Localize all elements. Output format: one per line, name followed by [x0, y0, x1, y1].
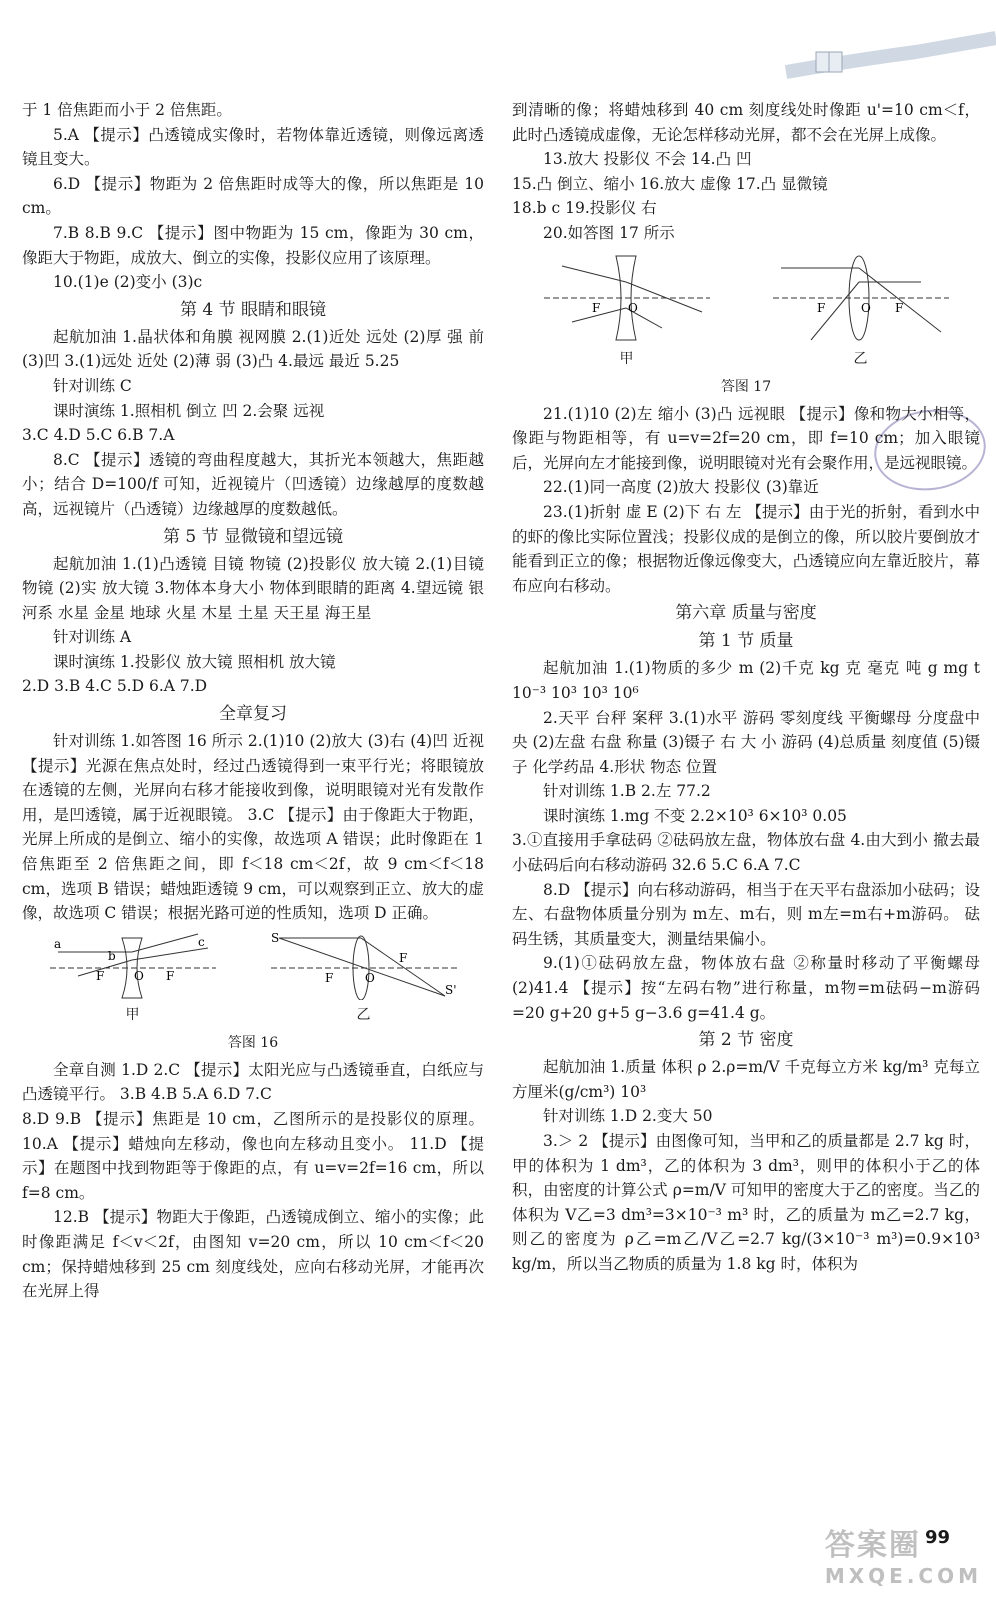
figure-label: 乙	[853, 350, 868, 367]
section-heading: 第 2 节 密度	[698, 1030, 794, 1051]
text: 22.(1)同一高度 (2)放大 投影仪 (3)靠近	[543, 478, 819, 497]
svg-text:O: O	[133, 968, 144, 983]
section-heading: 第 1 节 质量	[698, 631, 794, 652]
lens-diagram-convex	[269, 932, 459, 1000]
text: 12.B 【提示】物距大于像距，凸透镜成倒立、缩小的实像；此时像距满足 f＜v＜2f，由图知 v=20 cm，所以 10 cm＜f＜20 cm；保持蜡烛移到 25 cm 刻度线处，应向右移动光屏，才能再次在光屏上得	[22, 1208, 484, 1301]
chapter-heading: 第六章 质量与密度	[675, 603, 817, 624]
text: 针对训练 1.B 2.左 77.2	[543, 782, 711, 801]
section-heading: 第 4 节 眼睛和眼镜	[179, 299, 327, 320]
text: 3.C 4.D 5.C 6.B 7.A	[22, 426, 175, 445]
section-heading: 第 5 节 显微镜和望远镜	[162, 526, 344, 547]
svg-text:S': S'	[444, 982, 457, 997]
text: 2.D 3.B 4.C 5.D 6.A 7.D	[22, 677, 208, 696]
svg-text:O: O	[364, 970, 375, 985]
text: 6.D 【提示】物距为 2 倍焦距时成等大的像，所以焦距是 10 cm。	[22, 174, 484, 218]
text: 5.A 【提示】凸透镜成实像时，若物体靠近透镜，则像远离透镜且变大。	[22, 125, 484, 169]
text: 10.(1)e (2)变小 (3)c	[53, 273, 203, 292]
figure-caption: 答图 16	[227, 1034, 279, 1051]
svg-text:F: F	[95, 968, 104, 983]
figure-label: 乙	[356, 1006, 371, 1023]
svg-text:F: F	[398, 950, 407, 965]
text: 针对训练 1.D 2.变大 50	[543, 1107, 713, 1126]
figure-label: 甲	[125, 1006, 140, 1023]
text: 课时演练 1.照相机 倒立 凹 2.会聚 远视	[53, 401, 325, 420]
text: 9.(1)①砝码放左盘，物体放右盘 ②称量时移动了平衡螺母 (2)41.4 【提示】按“左码右物”进行称量，m物=m砝码−m游码=20 g+20 g+5 g−3.6 g=41.4 g。	[512, 954, 980, 1022]
text: 18.b c 19.投影仪 右	[512, 199, 657, 218]
lens-diagram-convex	[771, 252, 951, 344]
figure-label: 甲	[619, 350, 634, 367]
text: 针对训练 1.如答图 16 所示 2.(1)10 (2)放大 (3)右 (4)凹 近视 【提示】光源在焦点处时，经过凸透镜得到一束平行光；将眼镜放在透镜的左侧，光屏向右移才能接收到像，说明眼镜对光有发散作用，是凹透镜，属于近视眼镜。 3.C 【提示】由于像距大于物距，光屏上所成的是倒立、缩小的实像，故选项 A 错误；此时像距在 1 倍焦距至 2 倍焦距之间，即 f＜18 cm＜2f，故 9 cm＜f＜18 cm，选项 B 错误；蜡烛距透镜 9 cm，可以观察到正立、放大的虚像，故选项 C 错误；根据光路可逆的性质知，选项 D 正确。	[22, 732, 484, 923]
figure-16	[22, 932, 484, 1030]
text: 课时演练 1.投影仪 放大镜 照相机 放大镜	[53, 652, 336, 671]
svg-text:c: c	[197, 934, 205, 949]
text: 21.(1)10 (2)左 缩小 (3)凸 远视眼 【提示】像和物大小相等，像距与物距相等，有 u=v=2f=20 cm，即 f=10 cm；加入眼镜后，光屏向左才能接到像，说明眼镜对光有会聚作用，是远视眼镜。	[512, 404, 980, 472]
text: 起航加油 1.(1)物质的多少 m (2)千克 kg 克 毫克 吨 g mg t 10⁻³ 10³ 10³ 10⁶	[512, 659, 980, 702]
text: 15.凸 倒立、缩小 16.放大 虚像 17.凸 显微镜	[512, 174, 828, 193]
page-number: 99	[924, 1527, 950, 1548]
text: 于 1 倍焦距而小于 2 倍焦距。	[22, 101, 232, 119]
text: 13.放大 投影仪 不会 14.凸 凹	[543, 150, 752, 169]
svg-text:F: F	[591, 300, 600, 315]
svg-text:S: S	[270, 931, 279, 945]
svg-text:F: F	[816, 300, 825, 315]
right-column	[512, 98, 980, 1277]
text: 到清晰的像；将蜡烛移到 40 cm 刻度线处时像距 u'=10 cm＜f，此时凸透镜成虚像，无论怎样移动光屏，都不会在光屏上成像。	[512, 101, 980, 144]
text: 3.＞ 2 【提示】由图像可知，当甲和乙的质量都是 2.7 kg 时，甲的体积为 1 dm³，乙的体积为 3 dm³，则甲的体积小于乙的体积，由密度的计算公式 ρ=m/V 可知甲的密度大于乙的密度。当乙的体积为 V乙=3 dm³=3×10⁻³ m³ 时，乙的质量为 m乙=2.7 kg，则乙的密度为 ρ乙=m乙/V乙=2.7 kg/(3×10⁻³ m³)=0.9×10³ kg/m，所以当乙物质的质量为 1.8 kg 时，体积为	[512, 1132, 980, 1273]
lens-diagram-concave	[542, 252, 712, 344]
text: 针对训练 C	[53, 376, 132, 395]
svg-text:a: a	[53, 936, 61, 951]
watermark-url: MXQE.COM	[824, 1564, 982, 1588]
text: 2.天平 台秤 案秤 3.(1)水平 游码 零刻度线 平衡螺母 分度盘中央 (2)左盘 右盘 称量 (3)镊子 右 大 小 游码 (4)总质量 刻度值 (5)镊子 化学药品 4.形状 物态 位置	[512, 708, 980, 776]
svg-text:O: O	[627, 300, 638, 315]
text: 7.B 8.B 9.C 【提示】图中物距为 15 cm，像距为 30 cm，像距大于物距，成放大、倒立的实像，投影仪应用了该原理。	[22, 223, 484, 267]
watermark	[825, 1520, 982, 1588]
text: 8.C 【提示】透镜的弯曲程度越大，其折光本领越大，焦距越小；结合 D=100/f 可知，近视镜片（凹透镜）边缘越厚的度数越高，远视镜片（凸透镜）边缘越厚的度数越低。	[22, 450, 484, 518]
text: 起航加油 1.晶状体和角膜 视网膜 2.(1)近处 远处 (2)厚 强 前 (3)凹 3.(1)远处 近处 (2)薄 弱 (3)凸 4.最远 最近 5.25	[22, 327, 484, 371]
text: 针对训练 A	[53, 628, 132, 647]
text: 8.D 9.B 【提示】焦距是 10 cm，乙图所示的是投影仪的原理。 10.A 【提示】蜡烛向左移动，像也向左移动且变小。 11.D 【提示】在题图中找到物距等于像距的点，有 u=v=2f=16 cm，所以 f=8 cm。	[22, 1110, 484, 1202]
text: 起航加油 1.质量 体积 ρ 2.ρ=m/V 千克每立方米 kg/m³ 克每立方厘米(g/cm³) 10³	[512, 1058, 980, 1101]
figure-17	[512, 252, 980, 374]
svg-text:F: F	[894, 300, 903, 315]
section-heading: 全章复习	[219, 704, 287, 725]
svg-text:F: F	[324, 970, 333, 985]
figure-caption: 答图 17	[720, 378, 772, 395]
watermark-text: 答案圈	[824, 1528, 921, 1563]
text: 20.如答图 17 所示	[543, 223, 675, 242]
text: 全章自测 1.D 2.C 【提示】太阳光应与凸透镜垂直，白纸应与凸透镜平行。 3.B 4.B 5.A 6.D 7.C	[22, 1060, 484, 1104]
text: 3.①直接用手拿砝码 ②砝码放左盘，物体放右盘 4.由大到小 撤去最小砝码后向右移动游码 32.6 5.C 6.A 7.C	[512, 831, 980, 875]
header-decoration	[756, 0, 996, 90]
text: 8.D 【提示】向右移动游码，相当于在天平右盘添加小砝码；设左、右盘物体质量分别为 m左、m右，则 m左=m右+m游码。 砝码生锈，其质量变大，测量结果偏小。	[512, 880, 980, 948]
lens-diagram-concave	[48, 932, 218, 1000]
text: 23.(1)折射 虚 E (2)下 右 左 【提示】由于光的折射，看到水中的虾的像比实际位置浅；投影仪成的是倒立的像，所以胶片要倒放才能看到正立的像；根据物近像远像变大，凸透镜应向左靠近胶片，幕布应向右移动。	[512, 502, 980, 595]
text: 课时演练 1.mg 不变 2.2×10³ 6×10³ 0.05	[543, 806, 847, 825]
svg-text:O: O	[860, 300, 871, 315]
svg-text:F: F	[165, 968, 174, 983]
svg-text:b: b	[107, 948, 116, 963]
left-column	[22, 98, 484, 1304]
text: 起航加油 1.(1)凸透镜 目镜 物镜 (2)投影仪 放大镜 2.(1)目镜 物镜 (2)实 放大镜 3.物体本身大小 物体到眼睛的距离 4.望远镜 银河系 水星 金星 地球 火星 木星 土星 天王星 海王星	[22, 554, 484, 622]
